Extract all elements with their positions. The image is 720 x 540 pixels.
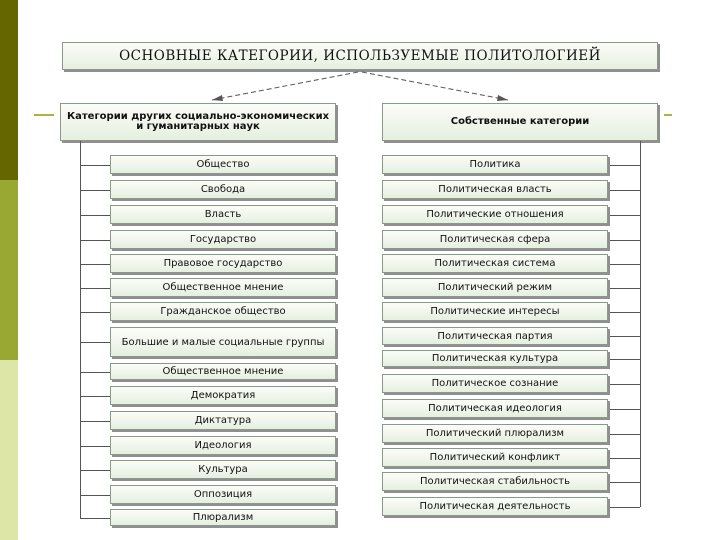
left-category-box: Государство (110, 230, 336, 249)
left-category-box: Демократия (110, 386, 336, 405)
right-category-box: Политический конфликт (382, 448, 608, 467)
right-connector-line (608, 384, 640, 385)
left-connector-line (80, 215, 110, 216)
left-connector-line (80, 495, 110, 496)
right-category-box: Политическая система (382, 254, 608, 273)
left-connector-line (80, 396, 110, 397)
right-connector-line (608, 165, 640, 166)
left-connector-line (80, 190, 110, 191)
right-connector-line (608, 482, 640, 483)
left-connector-line (80, 288, 110, 289)
right-connector-line (608, 190, 640, 191)
left-connector-line (80, 421, 110, 422)
right-category-box: Политическая власть (382, 180, 608, 199)
right-connector-line (608, 359, 640, 360)
left-connector-line (80, 165, 110, 166)
left-category-box: Общественное мнение (110, 363, 336, 380)
left-connector-line (80, 518, 110, 519)
right-connector-line (608, 264, 640, 265)
left-category-box: Культура (110, 460, 336, 479)
right-category-box: Политический режим (382, 278, 608, 297)
left-category-box: Свобода (110, 180, 336, 199)
left-category-box: Гражданское общество (110, 302, 336, 321)
right-spine-line (640, 141, 641, 507)
right-category-box: Политический плюрализм (382, 424, 608, 443)
right-category-box: Политическая партия (382, 327, 608, 345)
left-header: Категории других социально-экономических и гуманитарных наук (60, 103, 336, 141)
right-connector-line (608, 240, 640, 241)
left-category-box: Общество (110, 155, 336, 174)
right-category-box: Политическая деятельность (382, 497, 608, 516)
right-connector-line (608, 336, 640, 337)
left-category-box: Оппозиция (110, 485, 336, 504)
left-connector-line (80, 264, 110, 265)
right-category-box: Политическая идеология (382, 399, 608, 418)
right-connector-line (608, 409, 640, 410)
left-connector-line (80, 240, 110, 241)
left-category-box: Диктатура (110, 411, 336, 430)
left-category-box: Идеология (110, 436, 336, 455)
right-category-box: Политические интересы (382, 302, 608, 321)
right-category-box: Политическое сознание (382, 374, 608, 393)
left-category-box: Власть (110, 205, 336, 224)
left-category-box: Плюрализм (110, 509, 336, 526)
left-connector-line (80, 446, 110, 447)
left-category-box: Правовое государство (110, 254, 336, 273)
right-category-box: Политическая культура (382, 350, 608, 367)
right-connector-line (608, 434, 640, 435)
left-connector-line (80, 372, 110, 373)
right-connector-line (608, 215, 640, 216)
left-category-box: Общественное мнение (110, 278, 336, 297)
right-category-box: Политическая сфера (382, 230, 608, 249)
right-connector-line (608, 312, 640, 313)
right-connector-line (608, 458, 640, 459)
right-category-box: Политические отношения (382, 205, 608, 224)
left-connector-line (80, 470, 110, 471)
left-connector-line (80, 312, 110, 313)
diagram-title: ОСНОВНЫЕ КАТЕГОРИИ, ИСПОЛЬЗУЕМЫЕ ПОЛИТОЛОГИЕЙ (62, 42, 658, 70)
right-category-box: Политика (382, 155, 608, 174)
left-category-box: Большие и малые социальные группы (110, 327, 336, 357)
right-connector-line (608, 507, 640, 508)
right-header: Собственные категории (382, 103, 658, 141)
right-category-box: Политическая стабильность (382, 472, 608, 491)
right-connector-line (608, 288, 640, 289)
left-connector-line (80, 342, 110, 343)
left-spine-line (80, 141, 81, 518)
